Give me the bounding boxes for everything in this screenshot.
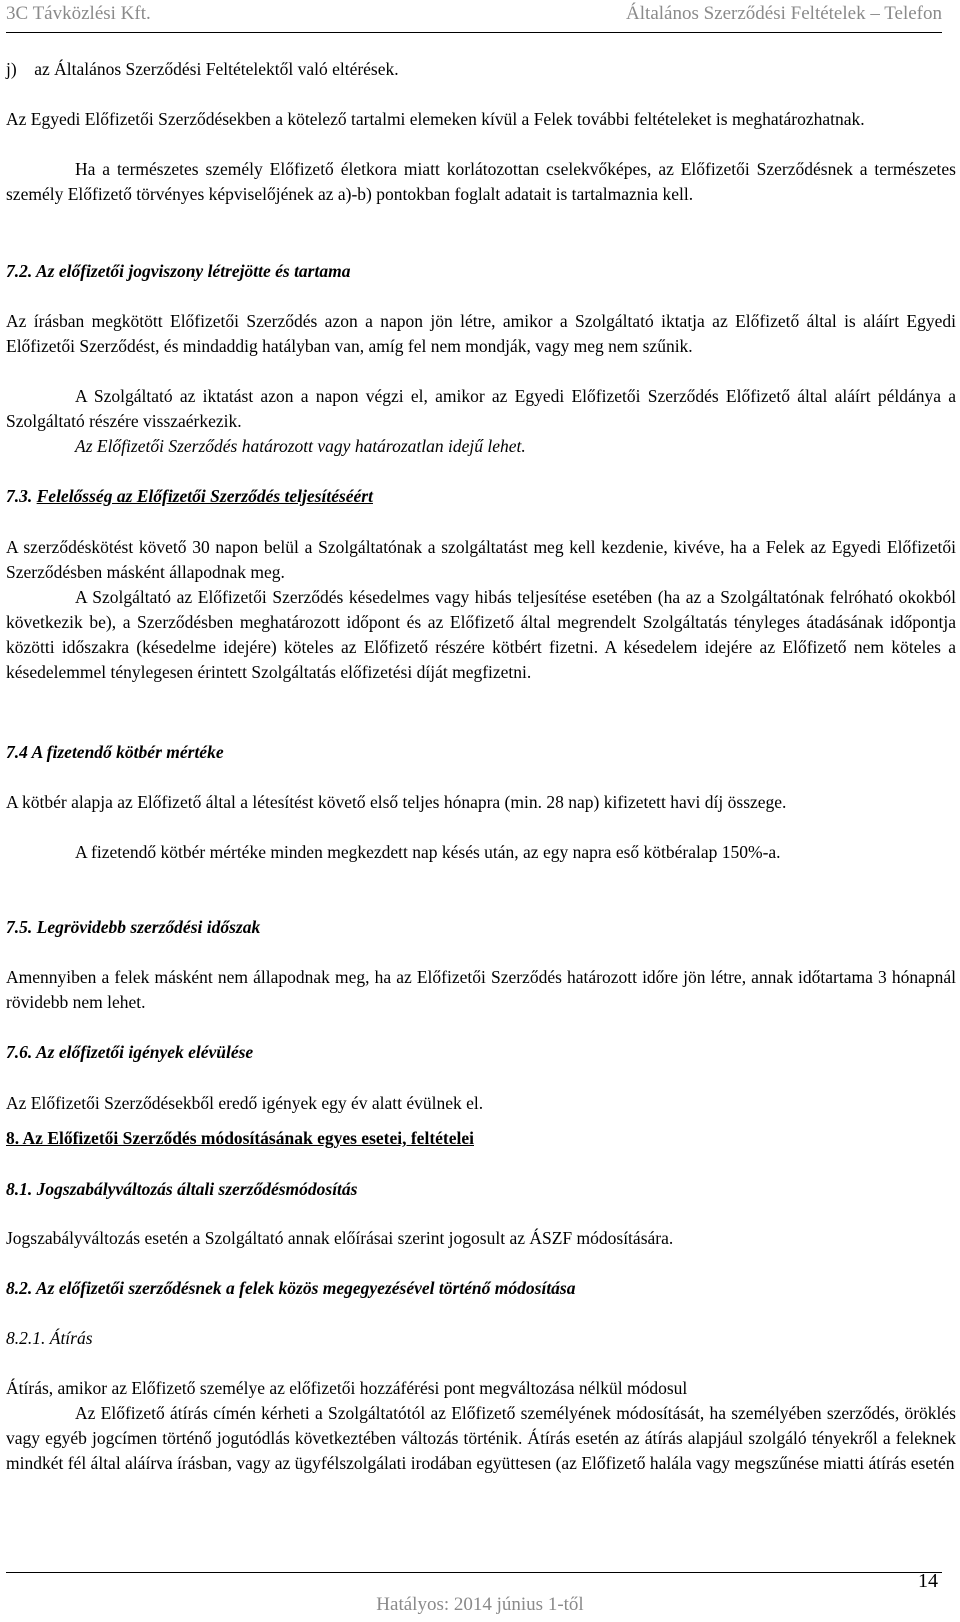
page-header [6,0,942,33]
paragraph-italic: Az Előfizetői Szerződés határozott vagy határozatlan idejű lehet. [75,436,526,456]
paragraph: A kötbér alapja az Előfizető által a létesítést követő első teljes hónapra (min. 28 nap) kifizetett havi díj összege. [6,792,787,812]
paragraph: Jogszabályváltozás esetén a Szolgáltató annak előírásai szerint jogosult az ÁSZF módosítására. [6,1228,674,1248]
section-heading-8-2: 8.2. Az előfizetői szerződésnek a felek közös megegyezésével történő módosítása [6,1278,576,1298]
paragraph: A fizetendő kötbér mértéke minden megkezdett nap késés után, az egy napra eső kötbéralap 150%-a. [75,842,781,862]
paragraph: Átírás, amikor az Előfizető személye az előfizetői hozzáférési pont megváltozása nélkül módosul [6,1378,688,1398]
paragraph: Az Előfizető átírás címén kérheti a Szolgáltatótól az Előfizető személyének módosítását, ha személyében szerződés, öröklés vagy egyéb jogcímen történő jogutódlás következtében változás történik. Átírás esetén az átírás alapjául szolgáló tényekről a feleknek mindkét fél által aláírva írásban, vagy az ügyfélszolgálati irodában együttesen (az Előfizető halála vagy megszűnése miatti átírás esetén [6,1403,956,1473]
paragraph: A Szolgáltató az iktatást azon a napon végzi el, amikor az Egyedi Előfizetői Szerződés Előfizető által aláírt példánya a Szolgáltató részére visszaérkezik. [6,386,956,431]
section-number: 7.3. [6,486,37,506]
footer-effective-date: Hatályos: 2014 június 1-től [376,1594,584,1615]
section-title: Felelősség az Előfizetői Szerződés teljesítéséért [36,486,373,506]
paragraph: A Szolgáltató az Előfizetői Szerződés késedelmes vagy hibás teljesítése esetében (ha az a Szolgáltatónak felróható okokból következik be), a Szerződésben meghatározott időpont és az Előfizető által megrendelt Szolgáltatás tényleges átadásának időpontja közötti időszakra (késedelme idejére) köteles az Előfizető részére kötbért fizetni. A késedelem idejére az Előfizető nem köteles a késedelemmel ténylegesen érintett Szolgáltatás előfizetési díját megfizetni. [6,587,956,682]
paragraph: A szerződéskötést követő 30 napon belül a Szolgáltatónak a szolgáltatást meg kell kezdenie, kivéve, ha a Felek az Egyedi Előfizetői Szerződésben másként állapodnak meg. [6,537,956,582]
page-number: 14 [918,1570,938,1592]
paragraph: Ha a természetes személy Előfizető életkora miatt korlátozottan cselekvőképes, az Előfizetői Szerződésnek a természetes személy Előfizető törvényes képviselőjének az a)-b) pontokban foglalt adatait is tartalmaznia kell. [6,159,956,204]
paragraph: Az Előfizetői Szerződésekből eredő igények egy év alatt évülnek el. [6,1093,484,1113]
header-company: 3C Távközlési Kft. [6,3,151,24]
header-doc-title: Általános Szerződési Feltételek – Telefon [626,3,942,24]
section-heading-7-5: 7.5. Legrövidebb szerződési időszak [6,917,261,937]
section-heading-7-6: 7.6. Az előfizetői igények elévülése [6,1042,254,1062]
section-heading-8-1: 8.1. Jogszabályváltozás általi szerződésmódosítás [6,1179,358,1199]
footer-divider [6,1572,942,1573]
paragraph: Az Egyedi Előfizetői Szerződésekben a kötelező tartalmi elemeken kívül a Felek további feltételeket is meghatározhatnak. [6,109,865,129]
paragraph: Az írásban megkötött Előfizetői Szerződés azon a napon jön létre, amikor a Szolgáltató iktatja az Előfizető által is aláírt Egyedi Előfizetői Szerződést, és mindaddig hatályban van, amíg fel nem mondják, vagy meg nem szűnik. [6,311,956,356]
paragraph: Amennyiben a felek másként nem állapodnak meg, ha az Előfizetői Szerződés határozott időre jön létre, annak időtartama 3 hónapnál rövidebb nem lehet. [6,967,956,1012]
section-heading-7-4: 7.4 A fizetendő kötbér mértéke [6,742,224,762]
list-item-j: j) az Általános Szerződési Feltételektől való eltérések. [6,59,399,79]
section-heading-7-2: 7.2. Az előfizetői jogviszony létrejötte és tartama [6,261,351,281]
section-heading-7-3 [6,484,373,509]
subsection-heading-8-2-1: 8.2.1. Átírás [6,1328,93,1348]
chapter-heading-8: 8. Az Előfizetői Szerződés módosításának egyes esetei, feltételei [6,1128,474,1148]
